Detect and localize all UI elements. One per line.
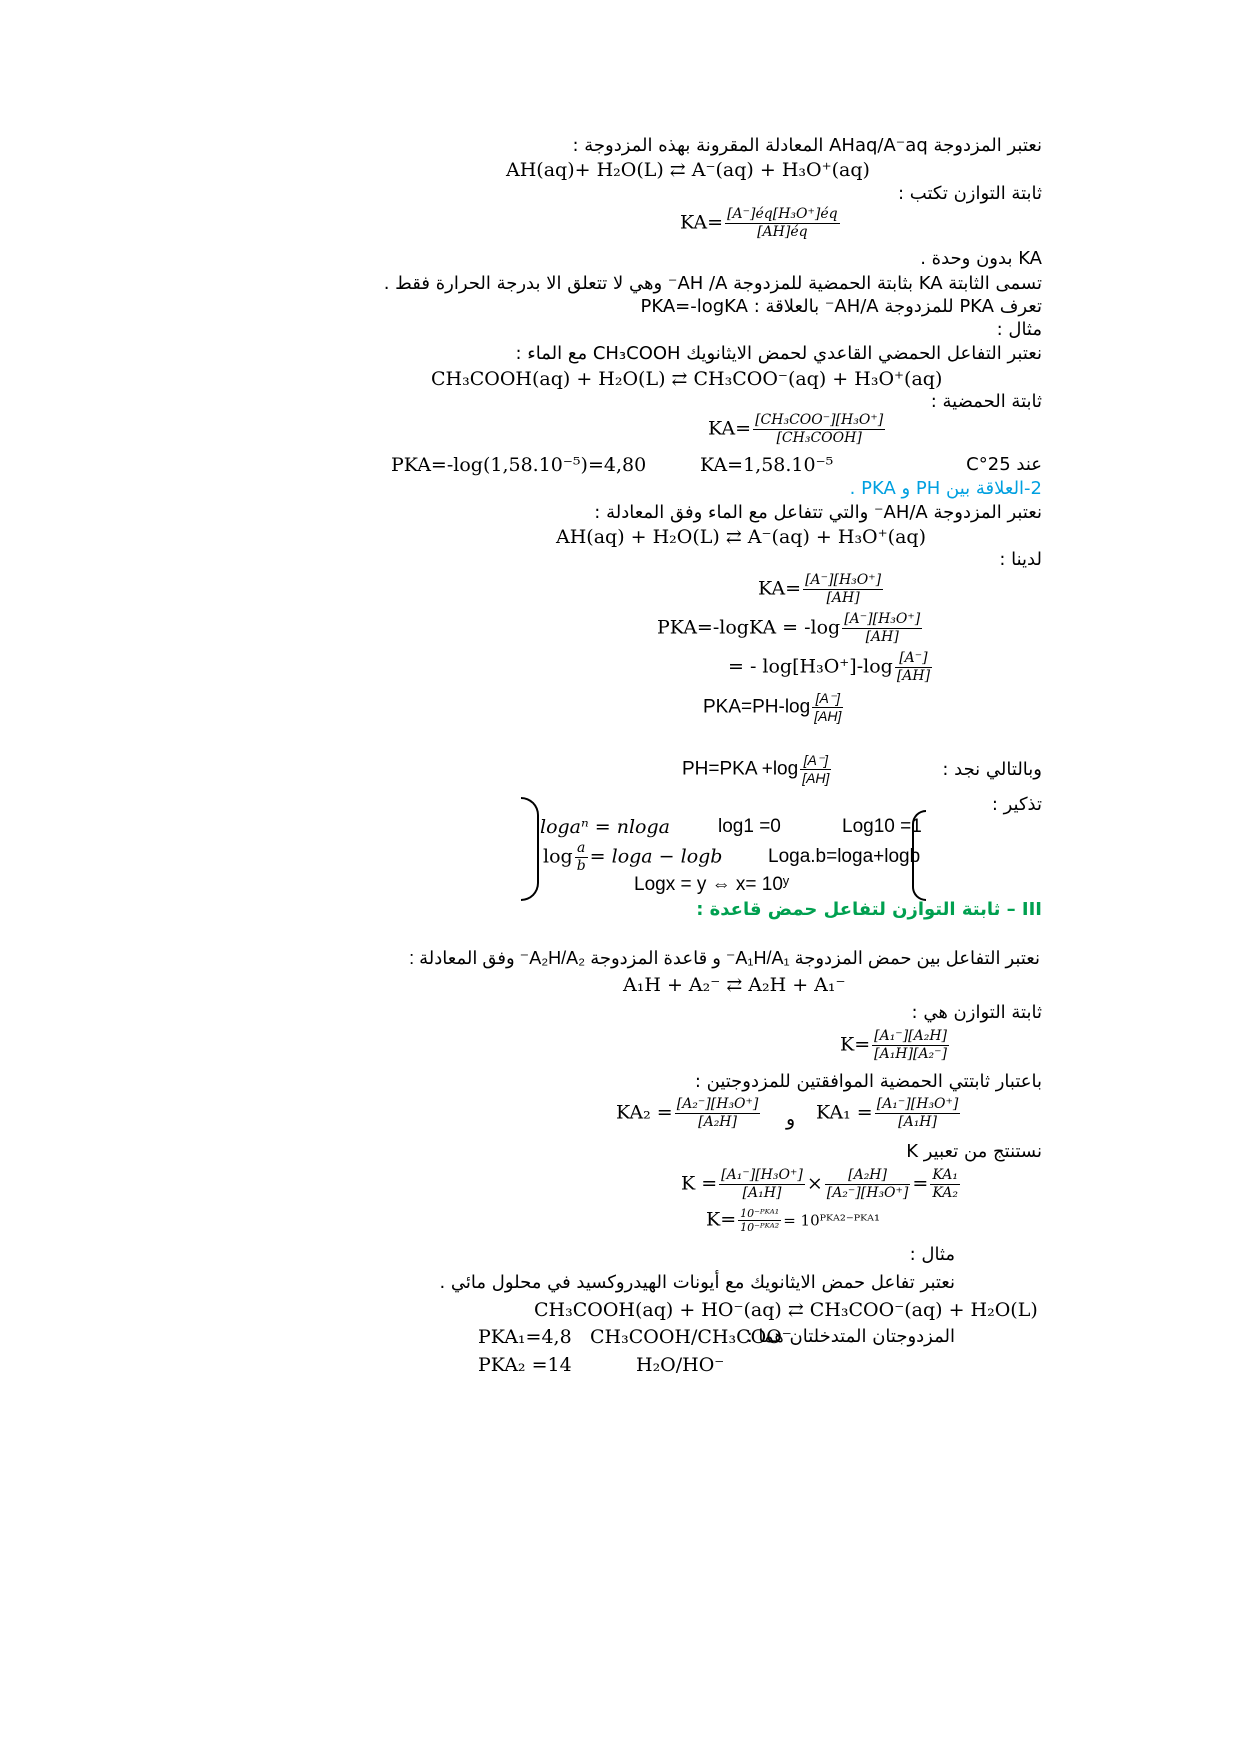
line-acetic-hydroxide: نعتبر تفاعل حمض الايثانويك مع أيونات الهيدروكسيد في محلول مائي . <box>439 1272 955 1293</box>
equation-ah-water: AH(aq) + H₂O(L) ⇄ A⁻(aq) + H₃O⁺(aq) <box>556 526 926 548</box>
value-pka2: PKA₂ =14 <box>478 1354 572 1376</box>
equation-two-couples: A₁H + A₂⁻ ⇄ A₂H + A₁⁻ <box>623 974 846 996</box>
line-ka-definition: تسمى الثابتة KA بثابتة الحمضية للمزدوجة AH /A⁻ وهي لا تتعلق الا بدرجة الحرارة فقط . <box>383 273 1042 294</box>
line-couple-intro: نعتبر المزدوجة AHaq/A⁻aq المعادلة المقرونة بهذه المزدوجة : <box>572 135 1042 156</box>
line-equilibrium-is: ثابتة التوازن هي : <box>911 1002 1042 1023</box>
couple-acetic: CH₃COOH/CH₃COO⁻ <box>590 1326 792 1348</box>
rule-log-exponent: Logx = y ⇔ x= 10ʸ <box>634 874 790 895</box>
formula-ka-eq <box>680 206 842 241</box>
fraction: $\frac{\text{[A₂H]}}{\text{[A₂⁻][H₃O⁺]}}$ <box>826 1167 909 1201</box>
formula-k-two-couples: K= $\frac{\text{[A₁⁻][A₂H]}}{\text{[A₁H][A₂⁻]}}$ <box>840 1028 948 1062</box>
formula-pka-ph: PKA=PH-log $\frac{[A^-]}{[AH]}$ <box>703 690 842 724</box>
fraction: $\frac{\text{[CH₃COO⁻][H₃O⁺]}}{\text{[CH₃COOH]}}$ <box>755 412 884 446</box>
equation-acetic-acid: CH₃COOH(aq) + H₂O(L) ⇄ CH₃COO⁻(aq) + H₃O⁺(aq) <box>431 368 943 390</box>
reminder-bracket-left <box>521 797 539 901</box>
formula-ka1: KA₁ = $\frac{\text{[A₁⁻][H₃O⁺]}}{\text{[A₁H]}}$ <box>816 1096 959 1130</box>
formula-henderson: PH=PKA +log $\frac{[A^-]}{[AH]}$ <box>682 752 830 786</box>
formula-pka-expanded: = - log[H₃O⁺]-log $\frac{[A^-]}{[AH]}$ <box>728 650 931 684</box>
line-couples-involved: المزدوجتان المتدخلتان هما : <box>746 1326 955 1347</box>
word-and: و <box>786 1109 796 1130</box>
line-acetic-acid-intro: نعتبر التفاعل الحمضي القاعدي لحمض الايثانويك CH₃COOH مع الماء : <box>515 343 1042 364</box>
fraction: $\frac{[A^-]}{[AH]}$ <box>896 650 931 684</box>
line-two-acidity-constants: باعتبار ثابتتي الحمضية الموافقتين للمزدوجتين : <box>694 1071 1042 1092</box>
section-heading-acid-base-constant: III – ثابتة التوازن لتفاعل حمض قاعدة : <box>696 899 1042 920</box>
line-pka-definition: تعرف PKA للمزدوجة AH/A⁻ بالعلاقة : PKA=-logKA <box>640 296 1042 317</box>
fraction: $\frac{\text{KA₁}}{\text{KA₂}}$ <box>932 1167 958 1201</box>
formula-lhs: KA= <box>680 211 724 234</box>
fraction: $\frac{\text{[A⁻]éq[H₃O⁺]éq}}{[AH]éq}$ <box>727 206 838 240</box>
fraction: $\frac{a}{b}$ <box>576 840 586 874</box>
formula-k-ratio: K = $\frac{\text{[A₁⁻][H₃O⁺]}}{\text{[A₁H]}}$ × $\frac{\text{[A₂H]}}{\text{[A₂⁻][H₃O⁺]}}$ = $\frac{\text{KA₁}}{\text{KA₂}}$ <box>681 1167 958 1201</box>
line-equilibrium-constant: ثابتة التوازن تكتب : <box>898 183 1042 204</box>
line-example-heading-2: مثال : <box>909 1244 955 1265</box>
line-we-have: لدينا : <box>999 549 1042 570</box>
value-pka1: PKA₁=4,8 <box>478 1326 572 1348</box>
line-therefore: وبالتالي نجد : <box>942 759 1042 780</box>
line-acidity-constant: ثابتة الحمضية : <box>930 391 1042 412</box>
line-deduce-k: نستنتج من تعبير K <box>906 1141 1042 1162</box>
line-reminder: تذكير : <box>991 794 1042 815</box>
fraction: $\frac{\text{[A₂⁻][H₃O⁺]}}{\text{[A₂H]}}$ <box>676 1096 759 1130</box>
fraction: $\frac{[A^-]}{[AH]}$ <box>802 752 830 786</box>
formula-pka-log: PKA=-logKA = -log $\frac{\text{[A⁻][H₃O⁺]}}{[AH]}$ <box>657 611 921 645</box>
value-ka: KA=1,58.10⁻⁵ <box>700 454 834 476</box>
fraction: $\frac{\text{10⁻ᴾᴷᴬ¹}}{\text{10⁻ᴾᴷᴬ²}}$ <box>740 1207 780 1234</box>
formula-ka-acetic: KA= $\frac{\text{[CH₃COO⁻][H₃O⁺]}}{\text{[CH₃COOH]}}$ <box>708 412 884 446</box>
rule-log-product: Loga.b=loga+logb <box>768 846 921 867</box>
fraction: $\frac{\text{[A⁻][H₃O⁺]}}{[AH]}$ <box>805 572 882 606</box>
fraction: $\frac{\text{[A₁⁻][H₃O⁺]}}{\text{[A₁H]}}$ <box>721 1167 803 1201</box>
value-pka: PKA=-log(1,58.10⁻⁵)=4,80 <box>391 454 647 476</box>
line-two-couples-reaction: نعتبر التفاعل بين حمض المزدوجة A₁H/A₁⁻ و قاعدة المزدوجة A₂H/A₂⁻ وفق المعادلة : <box>409 948 1040 968</box>
rule-power-log: logaⁿ = nloga <box>540 816 670 838</box>
couple-water: H₂O/HO⁻ <box>636 1354 725 1376</box>
line-couple-water: نعتبر المزدوجة AH/A⁻ والتي تتفاعل مع الماء وفق المعادلة : <box>594 502 1042 523</box>
formula-ka: KA= $\frac{\text{[A⁻][H₃O⁺]}}{[AH]}$ <box>758 572 882 606</box>
fraction: $\frac{\text{[A₁⁻][H₃O⁺]}}{\text{[A₁H]}}$ <box>876 1096 959 1130</box>
fraction: $\frac{\text{[A₁⁻][A₂H]}}{\text{[A₁H][A₂⁻]}}$ <box>874 1028 948 1062</box>
formula-k-power: K= $\frac{\text{10⁻ᴾᴷᴬ¹}}{\text{10⁻ᴾᴷᴬ²}}$ = 10ᴾᴷᴬ²⁻ᴾᴷᴬ¹ <box>706 1207 881 1234</box>
equation-acid-water: AH(aq)+ H₂O(L) ⇄ A⁻(aq) + H₃O⁺(aq) <box>506 159 870 181</box>
rule-log-ten: Log10 =1 <box>842 816 922 837</box>
fraction: $\frac{[A^-]}{[AH]}$ <box>814 690 842 724</box>
section-heading-ph-pka: 2-العلاقة بين PH و PKA . <box>849 478 1042 499</box>
rule-log-quotient: log $\frac{a}{b}$ = loga − logb <box>543 840 723 874</box>
equation-acetic-hydroxide: CH₃COOH(aq) + HO⁻(aq) ⇄ CH₃COO⁻(aq) + H₂O(L) <box>534 1299 1038 1321</box>
rule-log-one: log1 =0 <box>718 816 781 837</box>
line-example-heading: مثال : <box>996 319 1042 340</box>
fraction: $\frac{\text{[A⁻][H₃O⁺]}}{[AH]}$ <box>844 611 921 645</box>
line-temperature: عند 25°C <box>966 454 1042 475</box>
formula-ka2: KA₂ = $\frac{\text{[A₂⁻][H₃O⁺]}}{\text{[A₂H]}}$ <box>616 1096 759 1130</box>
line-ka-unitless: KA بدون وحدة . <box>920 248 1042 269</box>
